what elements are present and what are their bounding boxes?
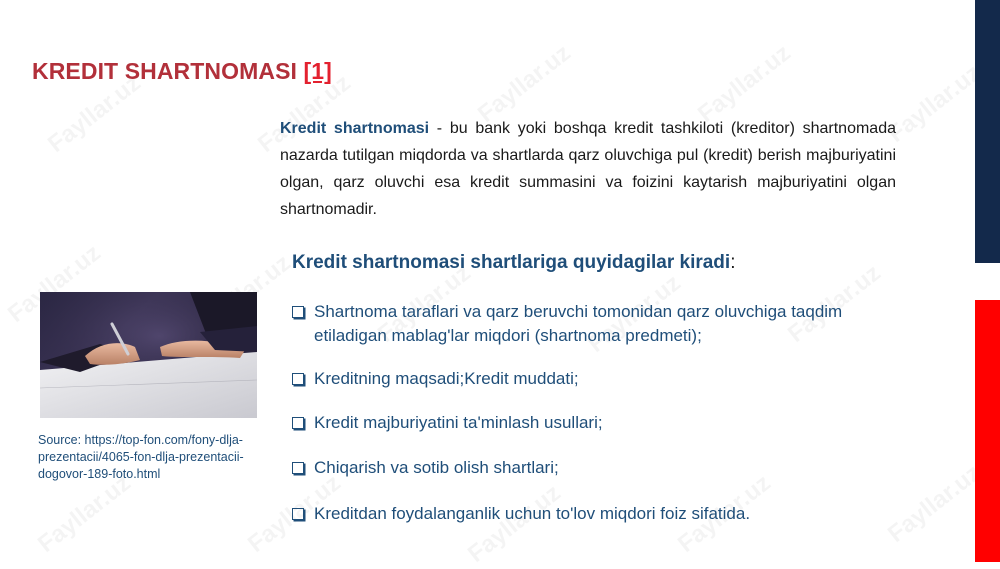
page-title xyxy=(32,58,332,85)
list-item xyxy=(292,367,914,391)
list-item-text: Chiqarish va sotib olish shartlari; xyxy=(314,458,559,477)
title-text: KREDIT SHARTNOMASI xyxy=(32,58,304,84)
list-item-text: Kreditdan foydalanganlik uchun to'lov miqdori foiz sifatida. xyxy=(314,504,751,523)
accent-bar-blue xyxy=(975,0,1000,263)
checkbox-bullet-icon xyxy=(292,462,304,474)
accent-bar-red xyxy=(975,300,1000,562)
list-item xyxy=(292,300,914,348)
list-item xyxy=(292,502,914,526)
checkbox-bullet-icon xyxy=(292,373,304,385)
list-item-text: Shartnoma taraflari va qarz beruvchi tomonidan qarz oluvchiga taqdim etiladigan mablag'lar miqdori (shartnoma predmeti); xyxy=(314,302,843,345)
conditions-heading-colon: : xyxy=(730,252,736,273)
definition-paragraph xyxy=(280,115,896,223)
conditions-heading xyxy=(292,252,735,274)
watermark xyxy=(883,59,986,148)
definition-term: Kredit shartnomasi xyxy=(280,120,430,137)
list-item xyxy=(292,411,914,435)
checkbox-bullet-icon xyxy=(292,306,304,318)
definition-body: - bu bank yoki boshqa kredit tashkiloti (kreditor) shartnomada nazarda tutilgan miqdorda va shartlarda qarz oluvchiga pul (kredit) berish majburiyatini olgan, qarz oluvchi esa kredit summasini va foizini kaytarish majburiyatini olgan shartnomadir. xyxy=(280,120,897,218)
list-item xyxy=(292,456,914,480)
list-item-text: Kredit majburiyatini ta'minlash usullari; xyxy=(314,413,603,432)
list-item-text: Kreditning maqsadi;Kredit muddati; xyxy=(314,369,579,388)
image-source-caption: Source: https://top-fon.com/fony-dlja-prezentacii/4065-fon-dlja-prezentacii-dogovor-189-foto.html xyxy=(38,433,244,481)
reference-link[interactable]: [1] xyxy=(303,58,332,84)
signing-contract-photo xyxy=(40,292,257,418)
checkbox-bullet-icon xyxy=(292,508,304,520)
conditions-heading-text: Kredit shartnomasi shartlariga quyidagilar kiradi xyxy=(292,252,731,273)
checkbox-bullet-icon xyxy=(292,417,304,429)
